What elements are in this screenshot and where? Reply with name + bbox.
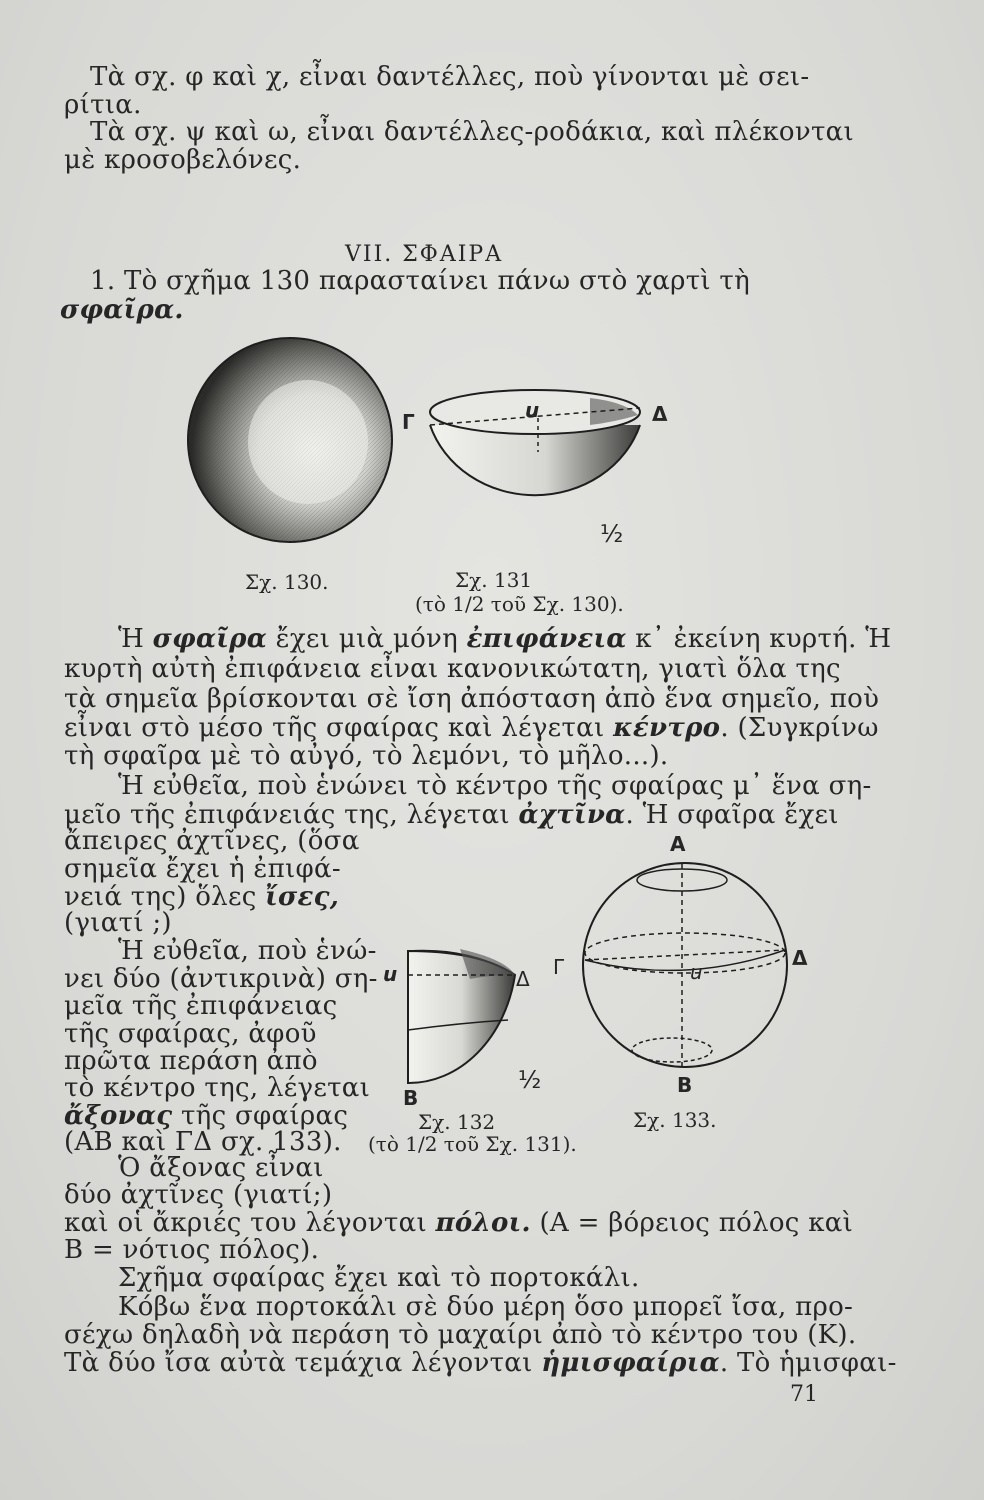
text: εἶναι στὸ μέσο τῆς σφαίρας καὶ λέγεται [64,713,614,743]
text-line: τῆς σφαίρας, ἀφοῦ [64,1019,317,1049]
text-line: μὲ κροσοβελόνες. [64,145,302,175]
text: μεῖο τῆς ἐπιφάνειάς της, λέγεται [64,800,519,830]
figure-130-sphere [180,330,400,550]
text: Τὰ δύο ἴσα αὐτὰ τεμάχια λέγονται [64,1348,542,1378]
figure-132-subcaption: (τὸ 1/2 τοῦ Σχ. 131). [368,1132,577,1156]
text-line: Ὁ ἄξονας εἶναι [118,1153,324,1183]
text: καὶ οἱ ἄκριές του λέγονται [64,1208,436,1238]
text-line: μεῖα τῆς ἐπιφάνειας [64,991,338,1021]
text: κ᾿ ἐκείνη κυρτή. Ἡ [626,624,892,654]
text-line: Ἡ εὐθεῖα, ποὺ ἑνώνει τὸ κέντρο τῆς σφαίρας μ᾿ ἕνα ση- [118,771,872,801]
text-line: ἄπειρες ἀχτῖνες, (ὅσα [64,826,360,856]
figure-130-caption: Σχ. 130. [245,570,329,594]
text-line: τὸ κέντρο της, λέγεται [64,1073,371,1103]
emphasis: ἴσες, [265,882,340,912]
label-u: u [690,960,703,984]
text-line: 1. Τὸ σχῆμα 130 παρασταίνει πάνω στὸ χαρτὶ τὴ [90,266,750,296]
text-line: τὴ σφαῖρα μὲ τὸ αὐγό, τὸ λεμόνι, τὸ μῆλο...). [64,741,669,771]
text: . Ἡ σφαῖρα ἔχει [625,800,839,830]
emphasis: ἐπιφάνεια [466,624,627,654]
text: νειά της) ὅλες [64,882,266,912]
emphasis: πόλοι. [435,1208,531,1238]
text-line: (γιατί ;) [64,908,172,938]
emphasis: ἀχτῖνα [518,800,626,830]
text-line [64,713,879,743]
text-line: (ΑΒ καὶ ΓΔ σχ. 133). [64,1127,342,1157]
label-b: Β [403,1086,419,1110]
text-line: Β = νότιος πόλος). [64,1235,320,1265]
emphasis: ἄξονας [64,1101,173,1131]
label-u: u [383,962,398,986]
text-line: σέχω δηλαδὴ νὰ περάση τὸ μαχαίρι ἀπὸ τὸ κέντρο του (Κ). [64,1320,857,1350]
figure-132-quarter-sphere [400,945,530,1095]
figure-132-caption: Σχ. 132 [418,1110,496,1134]
text-line [118,624,891,654]
text-line [64,1208,853,1238]
label-a: Α [670,832,686,856]
figure-133-caption: Σχ. 133. [633,1108,717,1132]
emphasis: σφαῖρα [152,624,268,654]
figure-133-sphere-axes [572,850,802,1080]
label-half: ½ [518,1066,542,1094]
text: Ἡ [118,624,153,654]
label-b: Β [677,1073,693,1097]
section-heading: VII. ΣΦΑΙΡΑ [345,242,504,267]
text-line: νει δύο (ἀντικρινὰ) ση- [64,964,378,994]
text-line: σημεῖα ἔχει ἡ ἐπιφά- [64,854,341,884]
text-line: Τὰ σχ. φ καὶ χ, εἶναι δαντέλλες, ποὺ γίνονται μὲ σει- [90,62,810,92]
label-g: Γ [402,410,415,434]
text-line [64,1348,897,1378]
text-line: Σχῆμα σφαίρας ἔχει καὶ τὸ πορτοκάλι. [118,1263,640,1293]
text-line: ρίτια. [64,90,142,120]
text-line: πρῶτα περάση ἀπὸ [64,1046,318,1076]
text: . (Συγκρίνω [720,713,879,743]
page-number: 71 [790,1382,818,1407]
text: τῆς σφαίρας [172,1101,349,1131]
label-d: Δ [516,967,530,991]
text-line: κυρτὴ αὐτὴ ἐπιφάνεια εἶναι κανονικώτατη, γιατὶ ὅλα της [64,654,841,684]
figure-131-caption: Σχ. 131 [455,568,533,592]
text-line: Ἡ εὐθεῖα, ποὺ ἑνώ- [118,936,377,966]
label-d: Δ [652,402,668,426]
text-line: τὰ σημεῖα βρίσκονται σὲ ἴση ἀπόσταση ἀπὸ ἕνα σημεῖο, ποὺ [64,684,880,714]
text: . Τὸ ἡμισφαι- [719,1348,897,1378]
text-line-emphasis: σφαῖρα. [60,295,184,325]
text: ἔχει μιὰ μόνη [267,624,467,654]
figure-131-subcaption: (τὸ 1/2 τοῦ Σχ. 130). [415,592,624,616]
label-g: Γ [553,955,565,979]
text-line: Τὰ σχ. ψ καὶ ω, εἶναι δαντέλλες-ροδάκια, καὶ πλέκονται [90,117,855,147]
emphasis: κέντρο [613,713,721,743]
emphasis: ἡμισφαίρια [541,1348,720,1378]
text-line: Κόβω ἕνα πορτοκάλι σὲ δύο μέρη ὅσο μπορεῖ ἴσα, προ- [118,1292,854,1322]
text: (Α = βόρειος πόλος καὶ [530,1208,854,1238]
label-u: u [525,398,540,422]
label-d: Δ [792,946,808,970]
text-line: δύο ἀχτῖνες (γιατί;) [64,1180,333,1210]
label-half: ½ [600,520,624,548]
